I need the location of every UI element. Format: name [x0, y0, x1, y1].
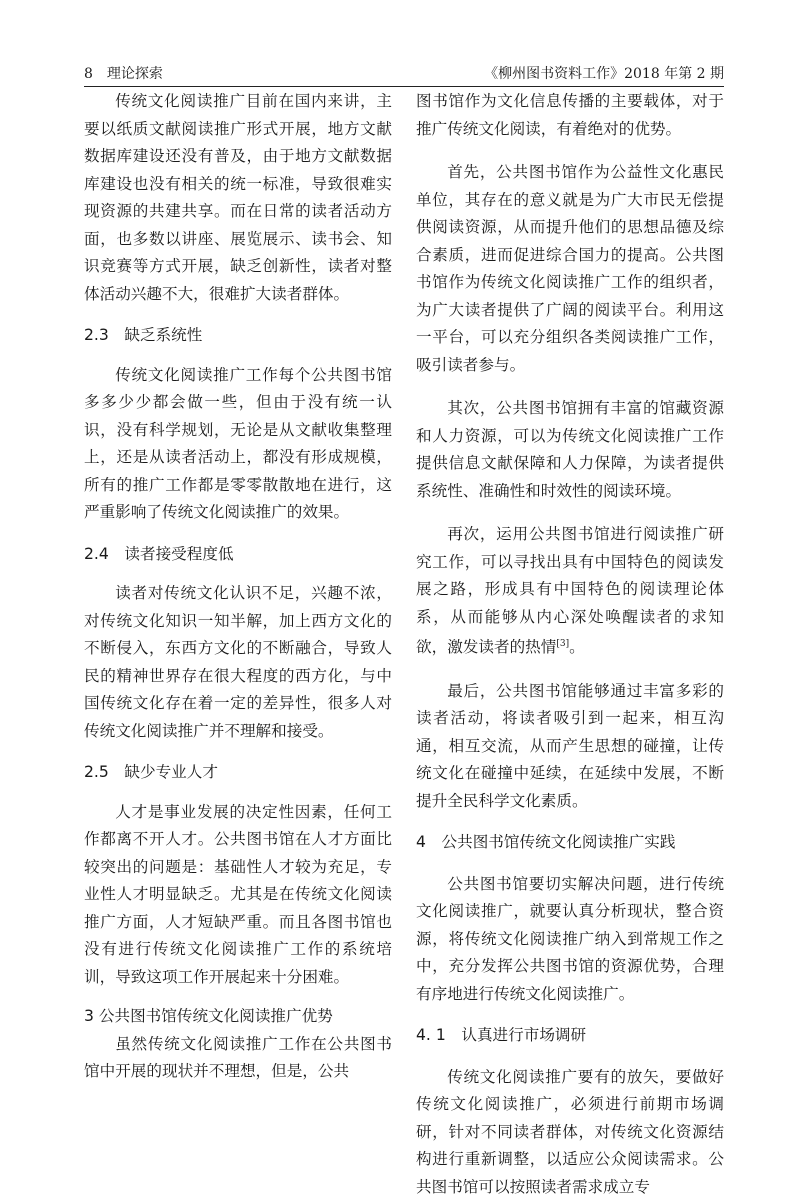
section-heading-2-3: 2.3 缺乏系统性 [84, 326, 203, 344]
paragraph: 虽然传统文化阅读推广工作在公共图书馆中开展的现状并不理想，但是，公共 [84, 1034, 392, 1080]
paragraph: 首先，公共图书馆作为公益性文化惠民单位，其存在的意义就是为广大市民无偿提供阅读资源，从而提升他们的思想品德及综合素质，进而促进综合国力的提高。公共图书馆作为传统文化阅读推广工作的组织者，为广大读者提供了广阔的阅读平台。利用这一平台，可以充分组织各类阅读推广工作，吸引读者参与。 [416, 163, 724, 374]
paragraph: 其次，公共图书馆拥有丰富的馆藏资源和人力资源，可以为传统文化阅读推广工作提供信息文献保障和人力保障，为读者提供系统性、准确性和时效性的阅读环境。 [416, 399, 724, 500]
section-heading-3: 3 公共图书馆传统文化阅读推广优势 [84, 1007, 333, 1025]
paragraph: 最后，公共图书馆能够通过丰富多彩的读者活动，将读者吸引到一起来，相互沟通，相互交流，从而产生思想的碰撞，让传统文化在碰撞中延续，在延续中发展，不断提升全民科学文化素质。 [416, 681, 724, 810]
paragraph: 读者对传统文化认识不足，兴趣不浓，对传统文化知识一知半解，加上西方文化的不断侵入，东西方文化的不断融合，导致人民的精神世界存在很大程度的西方化，与中国传统文化存在着一定的差异性，很多人对传统文化阅读推广并不理解和接受。 [84, 584, 392, 740]
paragraph-continued: 图书馆作为文化信息传播的主要载体，对于推广传统文化阅读，有着绝对的优势。 [416, 92, 724, 138]
section-heading-2-4: 2.4 读者接受程度低 [84, 544, 234, 563]
paragraph: 传统文化阅读推广工作每个公共图书馆多多少少都会做一些，但由于没有统一认识，没有科学规划，无论是从文献收集整理上，还是从读者活动上，都没有形成规模，所有的推广工作都是零零散散地在进行，这严重影响了传统文化阅读推广的效果。 [84, 365, 392, 521]
header-rule [84, 86, 724, 87]
section-heading-2-5: 2.5 缺少专业人才 [84, 763, 218, 781]
paragraph: 人才是事业发展的决定性因素，任何工作都离不开人才。公共图书馆在人才方面比较突出的问题是：基础性人才较为充足，专业性人才明显缺乏。尤其是在传统文化阅读推广方面，人才短缺严重。而且各图书馆也没有进行传统文化阅读推广工作的系统培训，导致这项工作开展起来十分困难。 [84, 802, 392, 986]
paragraph: 传统文化阅读推广要有的放矢，要做好传统文化阅读推广，必须进行前期市场调研，针对不同读者群体，对传统文化资源结构进行重新调整，以适应公众阅读需求。公共图书馆可以按照读者需求成立专 [416, 1067, 724, 1196]
section-heading-4-1: 4. 1 认真进行市场调研 [416, 1026, 587, 1045]
page-number: 8 [84, 66, 93, 82]
paragraph: 传统文化阅读推广目前在国内来讲，主要以纸质文献阅读推广形式开展，地方文献数据库建设还没有普及，由于地方文献数据库建设也没有相关的统一标准，导致很难实现资源的共建共享。而在日常的读者活动方面，也多数以讲座、展览展示、读书会、知识竞赛等方式开展，缺乏创新性，读者对整体活动兴趣不大，很难扩大读者群体。 [84, 92, 392, 303]
right-column [416, 88, 724, 1201]
header-left [84, 62, 163, 86]
running-header [84, 62, 724, 86]
journal-title: 《柳州图书资料工作》2018 年第 2 期 [484, 66, 724, 82]
paragraph-end: 。 [569, 638, 585, 657]
paragraph: 公共图书馆要切实解决问题，进行传统文化阅读推广，就要认真分析现状，整合资源，将传统文化阅读推广纳入到常规工作之中，充分发挥公共图书馆的资源优势，合理有序地进行传统文化阅读推广。 [416, 874, 724, 1003]
paragraph-text: 再次，运用公共图书馆进行阅读推广研究工作，可以寻找出具有中国特色的阅读发展之路，形成具有中国特色的阅读理论体系，从而能够从内心深处唤醒读者的求知欲，激发读者的热情 [416, 525, 724, 657]
paragraph-with-citation [416, 521, 724, 662]
citation-ref: [3] [556, 639, 570, 649]
section-title: 理论探索 [106, 66, 163, 82]
section-heading-4: 4 公共图书馆传统文化阅读推广实践 [416, 833, 676, 852]
left-column [84, 88, 392, 1086]
